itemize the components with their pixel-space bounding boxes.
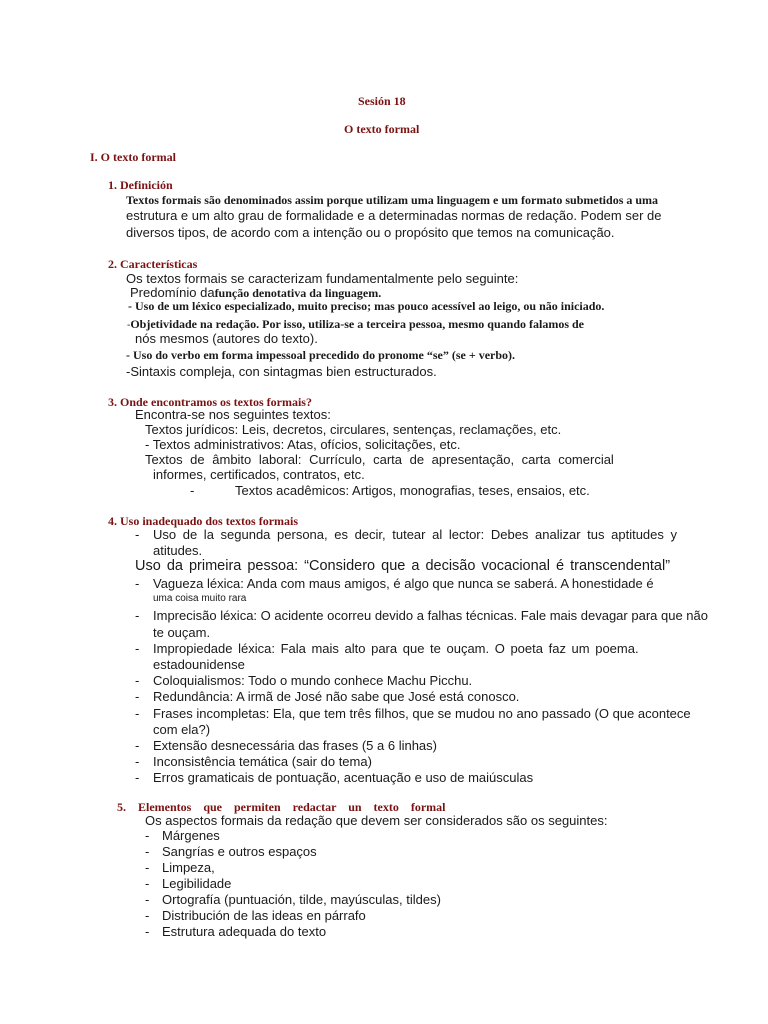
misuse-item-8-continued: com ela?) (153, 722, 211, 737)
bullet-dash: - (145, 860, 150, 875)
misuse-item-3: Vagueza léxica: Anda com maus amigos, é algo que nunca se saberá. A honestidade é (153, 576, 654, 591)
misuse-item-6: Coloquialismos: Todo o mundo conhece Machu Picchu. (153, 673, 473, 688)
predominio-bold: função denotativa da linguagem. (214, 286, 382, 300)
bullet-dash: - (135, 608, 140, 623)
where-intro: Encontra-se nos seguintes textos: (135, 407, 331, 422)
misuse-item-11: Erros gramaticais de pontuação, acentuação e uso de maiúsculas (153, 770, 534, 785)
definition-line-3: diversos tipos, de acordo com a intenção ou o propósito que temos na comunicação. (126, 225, 615, 240)
session-number: Sesión 18 (358, 94, 406, 108)
misuse-item-4: Imprecisão léxica: O acidente ocorreu devido a falhas técnicas. Fale mais devagar para que não (153, 608, 708, 623)
bullet-dash: - (135, 738, 140, 753)
element-item: Estrutura adequada do texto (162, 924, 327, 939)
predominio-text: Predomínio da (130, 285, 215, 300)
misuse-item-9: Extensão desnecessária das frases (5 a 6 linhas) (153, 738, 437, 753)
section-2-heading: 2. Características (108, 257, 198, 271)
bullet-dash: - (135, 527, 140, 542)
item-2-dash: - (127, 320, 131, 331)
bullet-dash: - (145, 892, 150, 907)
misuse-item-4-continued: te ouçam. (153, 625, 211, 640)
elements-intro: Os aspectos formais da redação que devem ser considerados são os seguintes: (145, 813, 608, 828)
element-item: Limpeza, (162, 860, 215, 875)
misuse-item-1: Uso de la segunda persona, es decir, tutear al lector: Debes analizar tus aptitudes y (153, 527, 678, 542)
misuse-item-5: Impropiedade léxica: Fala mais alto para que te ouçam. O poeta faz um poema. (153, 641, 639, 656)
characteristics-intro: Os textos formais se caracterizam fundamentalmente pelo seguinte: (126, 271, 519, 286)
where-line-3: Textos de âmbito laboral: Currículo, carta de apresentação, carta comercial (145, 452, 614, 467)
bullet-dash: - (135, 576, 140, 591)
misuse-item-5-continued: estadounidense (153, 657, 245, 672)
element-item: Ortografía (puntuación, tilde, mayúsculas, tildes) (162, 892, 441, 907)
item-2-text: Objetividade na redação. Por isso, utiliza-se a terceira pessoa, mesmo quando falamos de (130, 317, 584, 331)
characteristic-item-3: - Uso do verbo em forma impessoal precedido do pronome “se” (se + verbo). (126, 348, 516, 362)
misuse-item-3-continued: uma coisa muito rara (153, 593, 247, 604)
where-line-5-dash: - (190, 483, 195, 498)
part-heading: I. O texto formal (90, 150, 176, 164)
definition-line-2: estrutura e um alto grau de formalidade e a determinadas normas de redação. Podem ser de (126, 208, 662, 223)
misuse-item-10: Inconsistência temática (sair do tema) (153, 754, 372, 769)
section-5-heading: 5. Elementos que permiten redactar un texto formal (117, 800, 446, 814)
where-line-1: Textos jurídicos: Leis, decretos, circulares, sentenças, reclamações, etc. (145, 422, 562, 437)
characteristic-item-1: - Uso de um léxico especializado, muito preciso; mas pouco acessível ao leigo, ou não iniciado. (128, 299, 605, 313)
section-3-heading: 3. Onde encontramos os textos formais? (108, 395, 312, 409)
misuse-item-1-continued: atitudes. (153, 543, 203, 558)
definition-line-1: Textos formais são denominados assim porque utilizam uma linguagem e um formato submetidos a uma (126, 193, 659, 207)
section-4-heading: 4. Uso inadequado dos textos formais (108, 514, 299, 528)
element-item: Distribución de las ideas en párrafo (162, 908, 366, 923)
element-item: Márgenes (162, 828, 220, 843)
where-line-2: - Textos administrativos: Atas, ofícios, solicitações, etc. (145, 437, 461, 452)
bullet-dash: - (135, 689, 140, 704)
bullet-dash: - (145, 844, 150, 859)
bullet-dash: - (145, 924, 150, 939)
characteristic-item-2 (127, 317, 584, 332)
misuse-item-8: Frases incompletas: Ela, que tem três filhos, que se mudou no ano passado (O que acontece (153, 706, 691, 721)
where-line-5: Textos acadêmicos: Artigos, monografias, teses, ensaios, etc. (235, 483, 590, 498)
misuse-item-7: Redundância: A irmã de José não sabe que José está conosco. (153, 689, 520, 704)
document-title: O texto formal (344, 122, 420, 136)
characteristic-item-4: -Sintaxis compleja, con sintagmas bien estructurados. (126, 364, 437, 379)
bullet-dash: - (145, 828, 150, 843)
bullet-dash: - (135, 754, 140, 769)
bullet-dash: - (145, 876, 150, 891)
bullet-dash: - (135, 673, 140, 688)
where-line-4: informes, certificados, contratos, etc. (153, 467, 365, 482)
section-1-heading: 1. Definición (108, 178, 173, 192)
characteristic-item-2-continued: nós mesmos (autores do texto). (135, 331, 318, 346)
bullet-dash: - (135, 641, 140, 656)
misuse-item-2: Uso da primeira pessoa: “Considero que a decisão vocacional é transcendental” (135, 558, 671, 574)
element-item: Legibilidade (162, 876, 232, 891)
bullet-dash: - (135, 706, 140, 721)
bullet-dash: - (135, 770, 140, 785)
bullet-dash: - (145, 908, 150, 923)
element-item: Sangrías e outros espaços (162, 844, 317, 859)
